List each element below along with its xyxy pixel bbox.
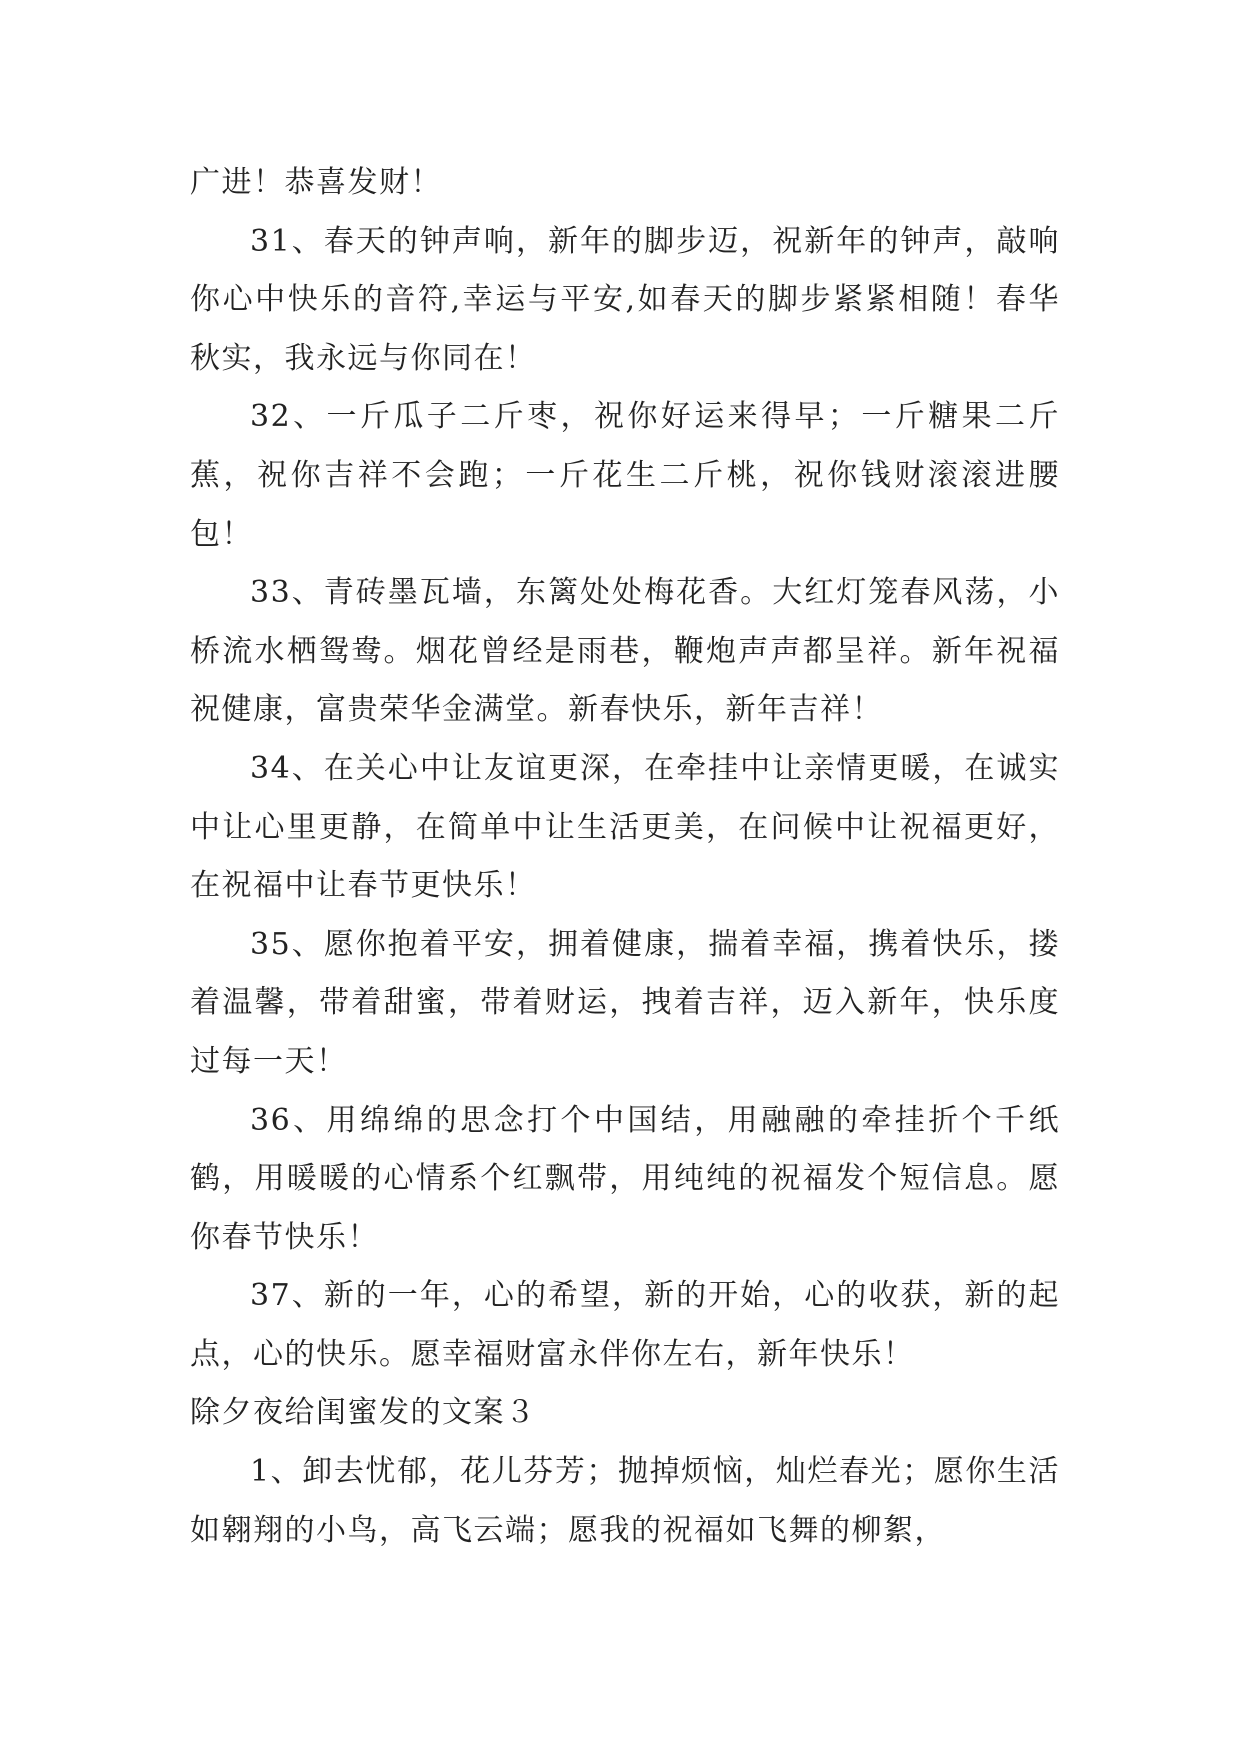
paragraph-35: 35、愿你抱着平安，拥着健康，揣着幸福，携着快乐，搂着温馨，带着甜蜜，带着财运，拽着吉祥，迈入新年，快乐度过每一天！: [190, 926, 1060, 1079]
section-heading: 除夕夜给闺蜜发的文案３: [190, 1395, 537, 1431]
paragraph-36: 36、用绵绵的思念打个中国结，用融融的牵挂折个千纸鹤，用暖暖的心情系个红飘带，用纯纯的祝福发个短信息。愿你春节快乐！: [190, 1102, 1060, 1255]
paragraph-32: 32、一斤瓜子二斤枣，祝你好运来得早；一斤糖果二斤蕉，祝你吉祥不会跑；一斤花生二斤桃，祝你钱财滚滚进腰包！: [190, 399, 1060, 552]
paragraph-continuation: 广进！恭喜发财！: [190, 165, 442, 200]
paragraph-31: 31、春天的钟声响，新年的脚步迈，祝新年的钟声，敲响你心中快乐的音符,幸运与平安,如春天的脚步紧紧相随！春华秋实，我永远与你同在！: [190, 223, 1060, 376]
paragraph-33: 33、青砖墨瓦墙，东篱处处梅花香。大红灯笼春风荡，小桥流水栖鸳鸯。烟花曾经是雨巷，鞭炮声声都呈祥。新年祝福祝健康，富贵荣华金满堂。新春快乐，新年吉祥！: [190, 575, 1060, 728]
paragraph-34: 34、在关心中让友谊更深，在牵挂中让亲情更暖，在诚实中让心里更静，在简单中让生活更美，在问候中让祝福更好，在祝福中让春节更快乐！: [190, 750, 1060, 904]
paragraph-1: 1、卸去忧郁，花儿芬芳；抛掉烦恼，灿烂春光；愿你生活如翱翔的小鸟，高飞云端；愿我的祝福如飞舞的柳絮，: [190, 1454, 1060, 1548]
document-body: [190, 154, 1060, 1560]
paragraph-37: 37、新的一年，心的希望，新的开始，心的收获，新的起点，心的快乐。愿幸福财富永伴你左右，新年快乐！: [190, 1278, 1060, 1372]
